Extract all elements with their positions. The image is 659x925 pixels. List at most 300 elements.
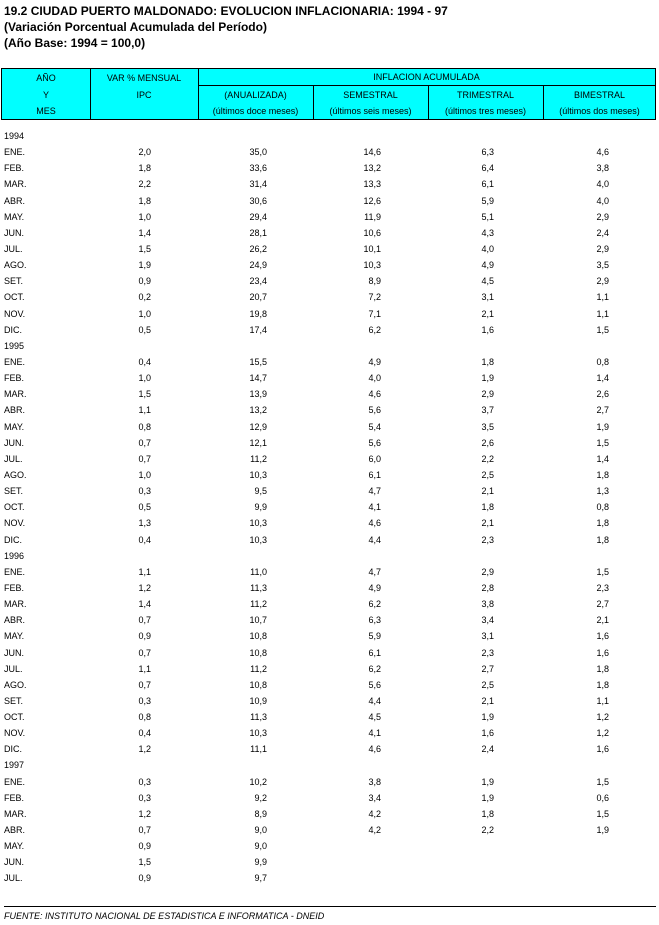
cell-sem: 10,6 bbox=[363, 227, 381, 238]
header-trimestral: TRIMESTRAL bbox=[456, 90, 514, 100]
cell-tri: 1,6 bbox=[481, 728, 494, 739]
cell-ipc: 1,3 bbox=[138, 518, 151, 529]
cell-ipc: 0,3 bbox=[138, 695, 151, 706]
cell-tri: 2,5 bbox=[481, 469, 494, 480]
cell-label: ENE. bbox=[4, 566, 26, 577]
table-row bbox=[0, 241, 659, 257]
table-row bbox=[0, 467, 659, 483]
cell-label: MAY. bbox=[4, 211, 25, 222]
table-row bbox=[0, 628, 659, 644]
cell-sem: 13,2 bbox=[363, 163, 381, 174]
cell-tri: 2,3 bbox=[481, 647, 494, 658]
cell-bi: 1,5 bbox=[596, 808, 609, 819]
table-row bbox=[0, 289, 659, 305]
cell-bi: 1,2 bbox=[596, 712, 609, 723]
cell-tri: 2,2 bbox=[481, 825, 494, 836]
cell-tri: 1,8 bbox=[481, 502, 494, 513]
cell-ipc: 1,1 bbox=[138, 566, 151, 577]
cell-sem: 4,1 bbox=[368, 728, 381, 739]
cell-sem: 13,3 bbox=[363, 179, 381, 190]
cell-tri: 2,1 bbox=[481, 486, 494, 497]
cell-sem: 4,5 bbox=[368, 712, 381, 723]
cell-label: MAR. bbox=[4, 599, 27, 610]
table-row bbox=[0, 435, 659, 451]
cell-sem: 4,9 bbox=[368, 356, 381, 367]
cell-label: NOV. bbox=[4, 728, 26, 739]
header-trimestral-note: (últimos tres meses) bbox=[444, 106, 526, 116]
cell-label: DIC. bbox=[4, 324, 22, 335]
cell-bi: 1,9 bbox=[596, 421, 609, 432]
cell-sem: 6,2 bbox=[368, 324, 381, 335]
cell-ipc: 1,9 bbox=[138, 260, 151, 271]
cell-bi: 1,3 bbox=[596, 486, 609, 497]
cell-anual: 10,2 bbox=[249, 776, 267, 787]
cell-ipc: 2,2 bbox=[138, 179, 151, 190]
table-row bbox=[0, 257, 659, 273]
cell-label: MAY. bbox=[4, 841, 25, 852]
table-row bbox=[0, 564, 659, 580]
cell-label: ENE. bbox=[4, 356, 26, 367]
cell-sem: 4,2 bbox=[368, 808, 381, 819]
cell-label: MAR. bbox=[4, 808, 27, 819]
cell-anual: 15,5 bbox=[249, 356, 267, 367]
table-row bbox=[0, 273, 659, 289]
cell-tri: 2,5 bbox=[481, 679, 494, 690]
cell-bi: 1,1 bbox=[596, 292, 609, 303]
table-row bbox=[0, 693, 659, 709]
cell-anual: 12,9 bbox=[249, 421, 267, 432]
table-row bbox=[0, 677, 659, 693]
header-anualizada: (ANUALIZADA) bbox=[224, 90, 287, 100]
cell-bi: 2,4 bbox=[596, 227, 609, 238]
year-row bbox=[0, 128, 659, 144]
table-row bbox=[0, 144, 659, 160]
cell-anual: 20,7 bbox=[249, 292, 267, 303]
cell-ipc: 1,8 bbox=[138, 195, 151, 206]
cell-anual: 9,7 bbox=[254, 873, 267, 884]
table-row bbox=[0, 499, 659, 515]
cell-ipc: 0,4 bbox=[138, 356, 151, 367]
cell-label: 1994 bbox=[4, 131, 25, 141]
cell-bi: 2,7 bbox=[596, 599, 609, 610]
cell-sem: 5,6 bbox=[368, 405, 381, 416]
cell-label: SET. bbox=[4, 695, 24, 706]
cell-tri: 4,3 bbox=[481, 227, 494, 238]
cell-label: DIC. bbox=[4, 534, 22, 545]
cell-anual: 12,1 bbox=[249, 437, 267, 448]
cell-anual: 10,9 bbox=[249, 695, 267, 706]
cell-tri: 4,9 bbox=[481, 260, 494, 271]
cell-tri: 5,1 bbox=[481, 211, 494, 222]
cell-label: ABR. bbox=[4, 615, 26, 626]
cell-label: JUL. bbox=[4, 243, 23, 254]
cell-anual: 9,0 bbox=[254, 841, 267, 852]
cell-tri: 2,1 bbox=[481, 695, 494, 706]
cell-sem: 4,2 bbox=[368, 825, 381, 836]
year-row bbox=[0, 338, 659, 354]
cell-bi: 0,6 bbox=[596, 792, 609, 803]
cell-tri: 5,9 bbox=[481, 195, 494, 206]
table-row bbox=[0, 370, 659, 386]
cell-anual: 10,3 bbox=[249, 534, 267, 545]
cell-ipc: 1,2 bbox=[138, 808, 151, 819]
cell-tri: 4,5 bbox=[481, 276, 494, 287]
cell-bi: 1,6 bbox=[596, 647, 609, 658]
cell-sem: 5,9 bbox=[368, 631, 381, 642]
table-row bbox=[0, 209, 659, 225]
cell-ipc: 0,9 bbox=[138, 841, 151, 852]
cell-sem: 6,1 bbox=[368, 647, 381, 658]
cell-ipc: 0,7 bbox=[138, 825, 151, 836]
cell-ipc: 0,9 bbox=[138, 631, 151, 642]
cell-ipc: 1,1 bbox=[138, 663, 151, 674]
cell-bi: 1,6 bbox=[596, 744, 609, 755]
cell-sem: 11,9 bbox=[364, 211, 381, 222]
cell-sem: 5,6 bbox=[368, 437, 381, 448]
cell-tri: 1,9 bbox=[481, 373, 494, 384]
table-row bbox=[0, 790, 659, 806]
cell-tri: 6,4 bbox=[481, 163, 494, 174]
cell-anual: 31,4 bbox=[249, 179, 267, 190]
cell-ipc: 1,0 bbox=[138, 308, 151, 319]
cell-anual: 11,3 bbox=[250, 712, 267, 723]
cell-ipc: 0,8 bbox=[138, 712, 151, 723]
header-semestral: SEMESTRAL bbox=[343, 90, 398, 100]
cell-bi: 4,6 bbox=[596, 147, 609, 158]
table-row bbox=[0, 822, 659, 838]
cell-anual: 11,0 bbox=[250, 566, 267, 577]
table-row bbox=[0, 806, 659, 822]
cell-anual: 10,8 bbox=[249, 631, 267, 642]
cell-anual: 9,5 bbox=[254, 486, 267, 497]
cell-sem: 12,6 bbox=[363, 195, 381, 206]
cell-bi: 1,1 bbox=[596, 308, 609, 319]
cell-bi: 2,6 bbox=[596, 389, 609, 400]
cell-sem: 4,4 bbox=[368, 534, 381, 545]
cell-anual: 10,8 bbox=[249, 679, 267, 690]
cell-bi: 1,8 bbox=[596, 663, 609, 674]
table-row bbox=[0, 725, 659, 741]
cell-ipc: 1,4 bbox=[138, 227, 151, 238]
cell-ipc: 0,7 bbox=[138, 679, 151, 690]
cell-bi: 2,9 bbox=[596, 211, 609, 222]
cell-label: FEB. bbox=[4, 163, 25, 174]
cell-bi: 1,5 bbox=[596, 324, 609, 335]
footer-divider bbox=[4, 906, 656, 907]
cell-ipc: 0,3 bbox=[138, 792, 151, 803]
cell-tri: 3,5 bbox=[481, 421, 494, 432]
page-subtitle: (Variación Porcentual Acumulada del Período) bbox=[4, 20, 267, 34]
cell-sem: 4,1 bbox=[368, 502, 381, 513]
cell-bi: 3,8 bbox=[596, 163, 609, 174]
cell-bi: 3,5 bbox=[596, 260, 609, 271]
cell-bi: 1,5 bbox=[596, 566, 609, 577]
table-row bbox=[0, 709, 659, 725]
cell-sem: 4,6 bbox=[368, 389, 381, 400]
cell-anual: 17,4 bbox=[249, 324, 267, 335]
cell-label: ABR. bbox=[4, 405, 26, 416]
cell-bi: 1,8 bbox=[596, 534, 609, 545]
cell-ipc: 1,4 bbox=[138, 599, 151, 610]
cell-bi: 1,6 bbox=[596, 631, 609, 642]
cell-tri: 2,8 bbox=[481, 582, 494, 593]
cell-sem: 4,7 bbox=[368, 486, 381, 497]
cell-tri: 1,9 bbox=[481, 776, 494, 787]
year-row bbox=[0, 548, 659, 564]
cell-ipc: 1,5 bbox=[138, 243, 151, 254]
cell-anual: 35,0 bbox=[249, 147, 267, 158]
cell-label: FEB. bbox=[4, 792, 25, 803]
cell-label: JUL. bbox=[4, 453, 23, 464]
cell-ipc: 1,5 bbox=[138, 857, 151, 868]
cell-sem: 3,8 bbox=[368, 776, 381, 787]
cell-sem: 6,2 bbox=[368, 663, 381, 674]
cell-sem: 5,4 bbox=[368, 421, 381, 432]
cell-label: MAR. bbox=[4, 179, 27, 190]
cell-ipc: 0,9 bbox=[138, 873, 151, 884]
cell-anual: 19,8 bbox=[249, 308, 267, 319]
table-row bbox=[0, 402, 659, 418]
cell-label: 1995 bbox=[4, 340, 25, 351]
header-y: Y bbox=[42, 90, 49, 100]
cell-anual: 9,9 bbox=[254, 857, 267, 868]
cell-anual: 9,9 bbox=[254, 502, 267, 513]
cell-label: AGO. bbox=[4, 679, 27, 690]
header-divider bbox=[198, 85, 655, 86]
header-bimestral-note: (últimos dos meses) bbox=[559, 106, 640, 116]
cell-ipc: 0,5 bbox=[138, 324, 151, 335]
table-row bbox=[0, 483, 659, 499]
cell-sem: 7,2 bbox=[368, 292, 381, 303]
cell-ipc: 1,0 bbox=[138, 469, 151, 480]
cell-anual: 11,2 bbox=[250, 663, 267, 674]
header-bimestral: BIMESTRAL bbox=[573, 90, 625, 100]
cell-label: AGO. bbox=[4, 469, 27, 480]
page-title: 19.2 CIUDAD PUERTO MALDONADO: EVOLUCION INFLACIONARIA: 1994 - 97 bbox=[4, 4, 448, 18]
cell-label: NOV. bbox=[4, 518, 26, 529]
cell-label: MAY. bbox=[4, 631, 25, 642]
cell-anual: 14,7 bbox=[249, 373, 267, 384]
cell-ipc: 0,4 bbox=[138, 534, 151, 545]
cell-label: JUN. bbox=[4, 227, 24, 238]
table-header bbox=[1, 68, 656, 120]
table-row bbox=[0, 854, 659, 870]
cell-label: FEB. bbox=[4, 582, 25, 593]
cell-bi: 4,0 bbox=[596, 179, 609, 190]
cell-label: 1997 bbox=[4, 760, 25, 771]
cell-anual: 10,8 bbox=[249, 647, 267, 658]
cell-bi: 1,8 bbox=[596, 679, 609, 690]
cell-bi: 0,8 bbox=[596, 356, 609, 367]
table-row bbox=[0, 306, 659, 322]
header-ano: AÑO bbox=[36, 73, 56, 83]
cell-ipc: 1,1 bbox=[138, 405, 151, 416]
cell-anual: 26,2 bbox=[249, 243, 267, 254]
cell-tri: 3,8 bbox=[481, 599, 494, 610]
cell-tri: 1,9 bbox=[481, 792, 494, 803]
cell-ipc: 2,0 bbox=[138, 147, 151, 158]
cell-bi: 1,8 bbox=[596, 469, 609, 480]
cell-label: ENE. bbox=[4, 147, 26, 158]
cell-sem: 4,4 bbox=[368, 695, 381, 706]
table-row bbox=[0, 741, 659, 757]
cell-ipc: 1,0 bbox=[138, 373, 151, 384]
cell-label: 1996 bbox=[4, 550, 25, 561]
cell-tri: 3,1 bbox=[481, 631, 494, 642]
table-row bbox=[0, 532, 659, 548]
cell-ipc: 1,0 bbox=[138, 211, 151, 222]
cell-bi: 2,9 bbox=[596, 276, 609, 287]
cell-bi: 2,7 bbox=[596, 405, 609, 416]
source-note: FUENTE: INSTITUTO NACIONAL DE ESTADISTICA E INFORMATICA - DNEID bbox=[4, 911, 325, 921]
cell-anual: 23,4 bbox=[249, 276, 267, 287]
cell-anual: 9,0 bbox=[254, 825, 267, 836]
table-row bbox=[0, 838, 659, 854]
table-row bbox=[0, 354, 659, 370]
cell-tri: 2,9 bbox=[481, 389, 494, 400]
base-year-note: (Año Base: 1994 = 100,0) bbox=[4, 36, 146, 50]
cell-sem: 6,2 bbox=[368, 599, 381, 610]
table-row bbox=[0, 386, 659, 402]
header-semestral-note: (últimos seis meses) bbox=[329, 106, 412, 116]
cell-label: JUL. bbox=[4, 663, 23, 674]
title-block bbox=[4, 3, 448, 51]
table-row bbox=[0, 661, 659, 677]
cell-tri: 2,3 bbox=[481, 534, 494, 545]
cell-anual: 24,9 bbox=[249, 260, 267, 271]
cell-anual: 11,1 bbox=[250, 744, 267, 755]
cell-tri: 4,0 bbox=[481, 243, 494, 254]
table-row bbox=[0, 596, 659, 612]
cell-anual: 13,2 bbox=[249, 405, 267, 416]
cell-sem: 8,9 bbox=[368, 276, 381, 287]
table-row bbox=[0, 225, 659, 241]
cell-anual: 13,9 bbox=[249, 389, 267, 400]
cell-bi: 2,1 bbox=[596, 615, 609, 626]
cell-sem: 5,6 bbox=[368, 679, 381, 690]
cell-sem: 10,1 bbox=[363, 243, 381, 254]
cell-sem: 6,3 bbox=[368, 615, 381, 626]
cell-tri: 6,1 bbox=[481, 179, 494, 190]
cell-tri: 2,2 bbox=[481, 453, 494, 464]
table-row bbox=[0, 176, 659, 192]
cell-bi: 0,8 bbox=[596, 502, 609, 513]
cell-label: SET. bbox=[4, 486, 24, 497]
cell-tri: 6,3 bbox=[481, 147, 494, 158]
cell-bi: 1,2 bbox=[596, 728, 609, 739]
cell-ipc: 0,2 bbox=[138, 292, 151, 303]
table-row bbox=[0, 193, 659, 209]
cell-tri: 2,7 bbox=[481, 663, 494, 674]
cell-bi: 4,0 bbox=[596, 195, 609, 206]
cell-bi: 2,9 bbox=[596, 243, 609, 254]
cell-label: ABR. bbox=[4, 195, 26, 206]
cell-ipc: 1,2 bbox=[138, 744, 151, 755]
cell-ipc: 0,5 bbox=[138, 502, 151, 513]
table-row bbox=[0, 774, 659, 790]
table-row bbox=[0, 419, 659, 435]
cell-bi: 2,3 bbox=[596, 582, 609, 593]
header-anualizada-note: (últimos doce meses) bbox=[212, 106, 299, 116]
cell-bi: 1,1 bbox=[596, 695, 609, 706]
cell-anual: 8,9 bbox=[254, 808, 267, 819]
table-row bbox=[0, 612, 659, 628]
cell-anual: 10,7 bbox=[249, 615, 267, 626]
cell-anual: 11,2 bbox=[250, 453, 267, 464]
cell-label: JUL. bbox=[4, 873, 23, 884]
cell-label: ABR. bbox=[4, 825, 26, 836]
cell-bi: 1,4 bbox=[596, 373, 609, 384]
cell-sem: 4,6 bbox=[368, 518, 381, 529]
cell-anual: 30,6 bbox=[249, 195, 267, 206]
header-ipc: IPC bbox=[136, 90, 152, 100]
header-mes: MES bbox=[36, 106, 56, 116]
cell-ipc: 0,8 bbox=[138, 421, 151, 432]
cell-tri: 3,7 bbox=[481, 405, 494, 416]
cell-label: SET. bbox=[4, 276, 24, 287]
cell-ipc: 1,5 bbox=[138, 389, 151, 400]
header-inflacion-acumulada: INFLACION ACUMULADA bbox=[373, 72, 480, 82]
table-row bbox=[0, 160, 659, 176]
cell-label: OCT. bbox=[4, 292, 25, 303]
cell-ipc: 0,3 bbox=[138, 486, 151, 497]
cell-label: JUN. bbox=[4, 437, 24, 448]
cell-ipc: 0,9 bbox=[138, 276, 151, 287]
cell-sem: 4,7 bbox=[368, 566, 381, 577]
cell-tri: 2,4 bbox=[481, 744, 494, 755]
cell-tri: 1,6 bbox=[481, 324, 494, 335]
header-var-mensual: VAR % MENSUAL bbox=[106, 73, 182, 83]
table-row bbox=[0, 451, 659, 467]
cell-sem: 3,4 bbox=[368, 792, 381, 803]
cell-anual: 10,3 bbox=[249, 469, 267, 480]
table-row bbox=[0, 580, 659, 596]
cell-tri: 2,1 bbox=[481, 518, 494, 529]
cell-ipc: 1,8 bbox=[138, 163, 151, 174]
cell-tri: 1,8 bbox=[481, 808, 494, 819]
cell-ipc: 0,3 bbox=[138, 776, 151, 787]
cell-bi: 1,5 bbox=[596, 776, 609, 787]
cell-anual: 9,2 bbox=[254, 792, 267, 803]
cell-sem: 10,3 bbox=[363, 260, 381, 271]
table-row bbox=[0, 870, 659, 886]
cell-tri: 1,9 bbox=[481, 712, 494, 723]
cell-label: MAR. bbox=[4, 389, 27, 400]
cell-sem: 6,0 bbox=[368, 453, 381, 464]
table-body bbox=[0, 128, 659, 887]
cell-bi: 1,4 bbox=[596, 453, 609, 464]
cell-label: DIC. bbox=[4, 744, 22, 755]
cell-tri: 2,6 bbox=[481, 437, 494, 448]
cell-ipc: 0,7 bbox=[138, 647, 151, 658]
cell-sem: 6,1 bbox=[368, 469, 381, 480]
cell-ipc: 1,2 bbox=[138, 582, 151, 593]
cell-label: JUN. bbox=[4, 647, 24, 658]
cell-label: OCT. bbox=[4, 502, 25, 513]
cell-bi: 1,9 bbox=[596, 825, 609, 836]
table-row bbox=[0, 645, 659, 661]
cell-label: JUN. bbox=[4, 857, 24, 868]
cell-ipc: 0,4 bbox=[138, 728, 151, 739]
cell-anual: 11,3 bbox=[250, 582, 267, 593]
cell-sem: 4,0 bbox=[368, 373, 381, 384]
table-row bbox=[0, 322, 659, 338]
cell-sem: 4,6 bbox=[368, 744, 381, 755]
cell-label: ENE. bbox=[4, 776, 26, 787]
cell-tri: 2,1 bbox=[481, 308, 494, 319]
cell-ipc: 0,7 bbox=[138, 437, 151, 448]
cell-label: AGO. bbox=[4, 260, 27, 271]
